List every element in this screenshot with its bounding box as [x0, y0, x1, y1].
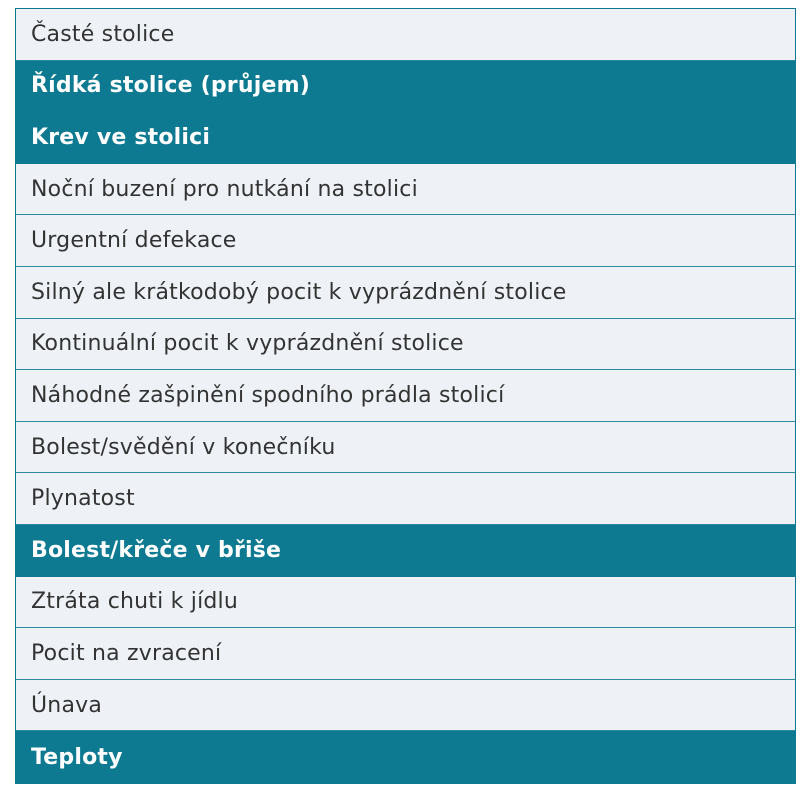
row-label: Bolest/svědění v konečníku — [31, 434, 336, 460]
row-label: Bolest/křeče v břiše — [31, 537, 282, 563]
row-label: Ztráta chuti k jídlu — [31, 589, 239, 615]
row-label: Časté stolice — [31, 21, 175, 47]
symptom-table — [15, 8, 796, 784]
table-row-9 — [16, 473, 795, 525]
row-label: Urgentní defekace — [31, 228, 237, 254]
table-row-8 — [16, 422, 795, 474]
table-row-10 — [16, 525, 795, 577]
row-label: Únava — [31, 692, 103, 718]
table-row-3 — [16, 164, 795, 216]
table-row-4 — [16, 215, 795, 267]
table-row-0 — [16, 9, 795, 61]
table-row-6 — [16, 319, 795, 371]
table-row-5 — [16, 267, 795, 319]
row-label: Silný ale krátkodobý pocit k vyprázdnění stolice — [31, 279, 567, 305]
table-row-12 — [16, 628, 795, 680]
table-row-7 — [16, 370, 795, 422]
table-row-2 — [16, 112, 795, 164]
table-row-1 — [16, 61, 795, 113]
row-label: Krev ve stolici — [31, 124, 211, 150]
row-label: Plynatost — [31, 486, 135, 512]
row-label: Teploty — [31, 744, 123, 770]
table-row-11 — [16, 577, 795, 629]
row-label: Náhodné zašpinění spodního prádla stolicí — [31, 382, 505, 408]
table-row-13 — [16, 680, 795, 732]
row-label: Pocit na zvracení — [31, 640, 222, 666]
row-label: Řídká stolice (průjem) — [31, 73, 310, 99]
table-row-14 — [16, 731, 795, 783]
row-label: Noční buzení pro nutkání na stolici — [31, 176, 418, 202]
row-label: Kontinuální pocit k vyprázdnění stolice — [31, 331, 464, 357]
